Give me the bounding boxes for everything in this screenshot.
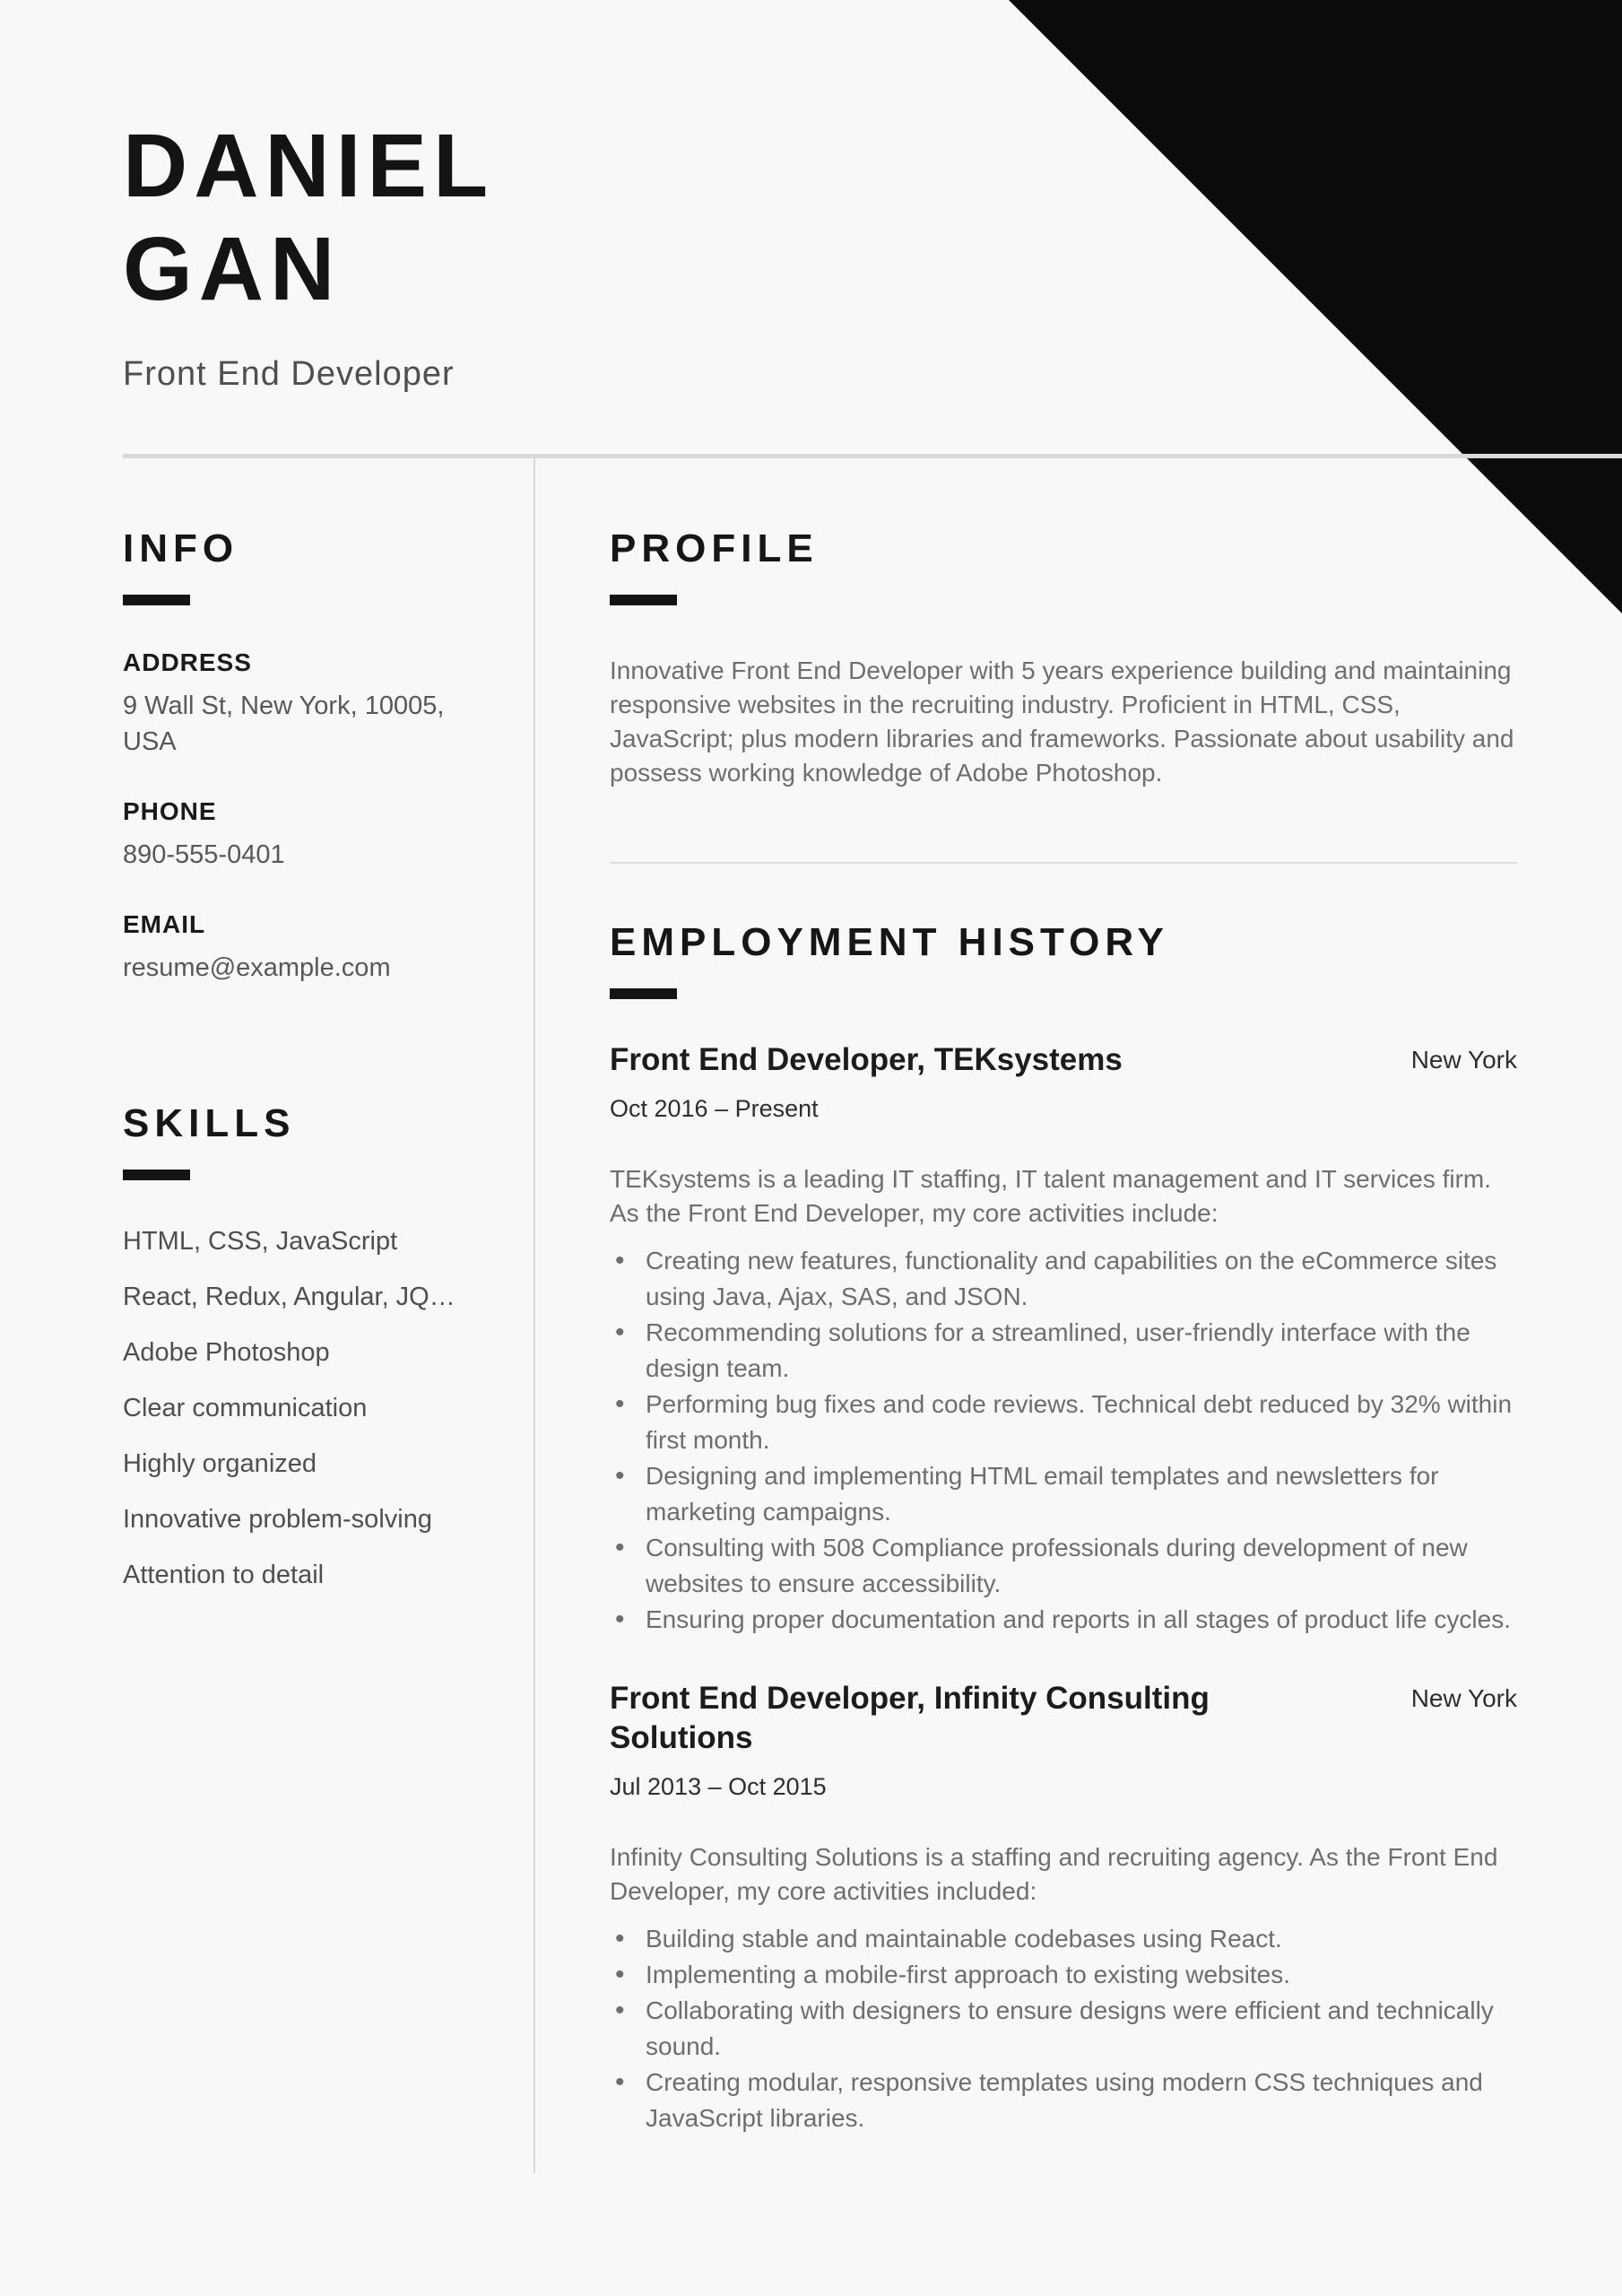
employment-section [610,919,1517,2136]
candidate-name [123,115,494,321]
job-bullet: • Recommending solutions for a streamlined, user-friendly interface with the design team. [610,1315,1517,1387]
job-entry [610,1040,1517,1638]
email-label: EMAIL [123,910,206,938]
job-summary: TEKsystems is a leading IT staffing, IT talent management and IT services firm. As the Front End Developer, my core activities include: [610,1165,1492,1227]
skill-item: Highly organized [123,1449,317,1478]
job-bullet: • Building stable and maintainable codebases using React. [610,1921,1517,1957]
phone-label: PHONE [123,797,217,825]
name-line-1: DANIEL [123,116,495,216]
profile-text: Innovative Front End Developer with 5 years experience building and maintaining responsive websites in the recruiting industry. Proficient in HTML, CSS, JavaScript; plus modern libraries and frameworks. Passionate about usability and possess working knowledge of Adobe Photoshop. [610,657,1514,787]
job-title: Front End Developer, TEKsystems [610,1042,1123,1077]
profile-employment-divider [610,862,1517,864]
skills-heading: SKILLS [123,1101,296,1145]
skills-heading-underline [123,1170,190,1180]
info-field-email [123,909,480,986]
email-value: resume@example.com [123,953,391,982]
info-fields [123,647,480,986]
employment-heading: EMPLOYMENT HISTORY [610,920,1169,964]
skill-item: HTML, CSS, JavaScript [123,1227,398,1256]
profile-heading: PROFILE [610,526,819,570]
job-entry [610,1679,1517,2136]
job-bullet: • Implementing a mobile-first approach to existing websites. [610,1957,1517,1993]
info-section [123,526,480,986]
job-bullet: • Ensuring proper documentation and reports in all stages of product life cycles. [610,1602,1517,1638]
profile-heading-underline [610,595,677,605]
job-summary: Infinity Consulting Solutions is a staffing and recruiting agency. As the Front End Developer, my core activities included: [610,1843,1498,1905]
job-bullet-list [610,1243,1517,1638]
info-heading-underline [123,595,190,605]
job-head [610,1679,1517,1758]
job-bullet: • Performing bug fixes and code reviews. Technical debt reduced by 32% within first month. [610,1387,1517,1458]
phone-value: 890-555-0401 [123,840,285,869]
profile-section [610,526,1517,790]
header [123,115,494,396]
job-bullet: • Designing and implementing HTML email templates and newsletters for marketing campaigns. [610,1458,1517,1530]
header-divider [123,454,1622,458]
job-dates: Jul 2013 – Oct 2015 [610,1773,827,1800]
address-label: ADDRESS [123,648,252,676]
address-value: 9 Wall St, New York, 10005, USA [123,691,445,756]
name-line-2: GAN [123,219,342,319]
skills-section [123,1100,480,1593]
corner-triangle-decoration [1009,0,1622,613]
job-bullet: • Creating new features, functionality and capabilities on the eCommerce sites using Java, Ajax, SAS, and JSON. [610,1243,1517,1315]
job-location: New York [1410,1684,1517,1712]
skill-item: React, Redux, Angular, JQ… [123,1283,455,1311]
info-heading: INFO [123,526,239,570]
job-location: New York [1410,1046,1517,1074]
info-field-phone [123,796,480,873]
info-field-address [123,647,480,760]
skill-item: Innovative problem-solving [123,1505,432,1534]
sidebar [123,526,480,1613]
main-content [610,526,1517,2136]
job-bullet: • Consulting with 508 Compliance professionals during development of new websites to ensure accessibility. [610,1530,1517,1602]
job-title: Front End Developer, Infinity Consulting Solutions [610,1681,1210,1755]
candidate-job-title: Front End Developer [123,355,455,393]
job-dates: Oct 2016 – Present [610,1095,819,1122]
skill-item: Adobe Photoshop [123,1338,330,1367]
job-head [610,1040,1517,1080]
job-bullet-list [610,1921,1517,2136]
employment-heading-underline [610,988,677,999]
skill-item: Attention to detail [123,1561,325,1589]
column-divider [533,454,535,2173]
skill-item: Clear communication [123,1394,368,1422]
job-bullet: • Collaborating with designers to ensure designs were efficient and technically sound. [610,1993,1517,2065]
job-bullet: • Creating modular, responsive templates using modern CSS techniques and JavaScript libraries. [610,2065,1517,2136]
skills-list [123,1223,480,1593]
